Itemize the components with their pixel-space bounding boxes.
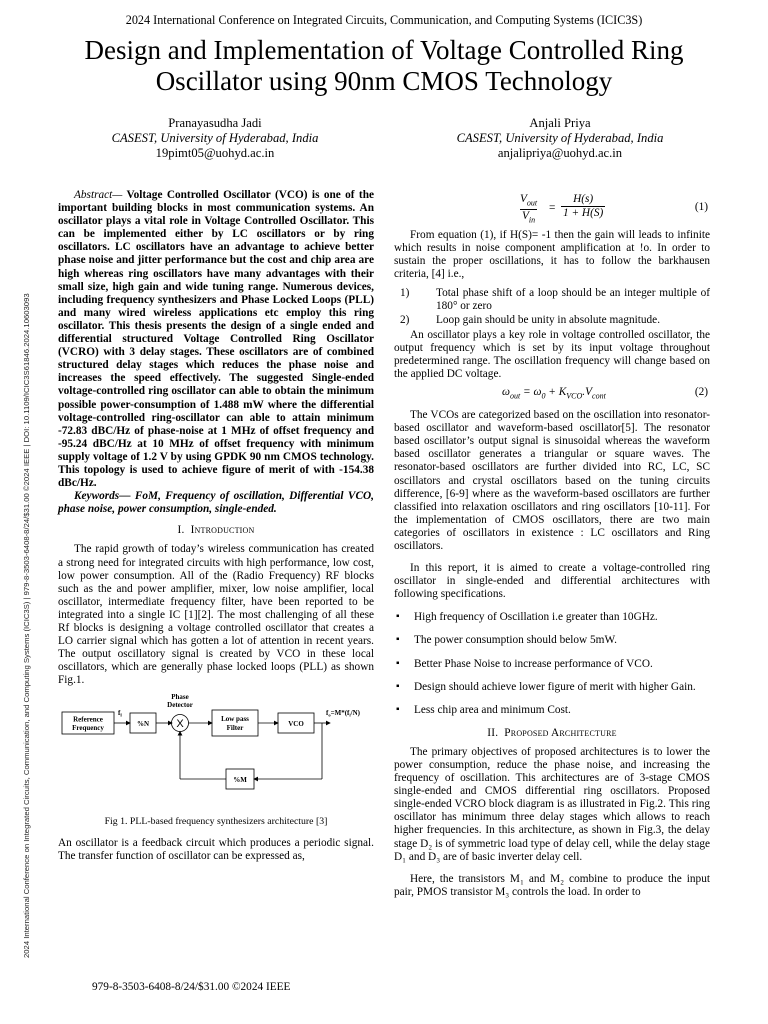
output-label xyxy=(326,709,361,718)
divide-m-label: %M xyxy=(233,776,247,785)
list-item xyxy=(394,681,710,694)
eq2-eq: = ω xyxy=(520,386,542,399)
list-item-number: 2) xyxy=(400,313,410,326)
phase-label-line1: Phase xyxy=(171,693,189,702)
list-item xyxy=(394,658,710,671)
divide-n-label: %N xyxy=(136,720,150,729)
eq1-lhs-fraction xyxy=(518,193,539,227)
eq1-rhs-bottom: 1 + H(S) xyxy=(563,207,604,220)
eq2-w0-sub: 0 xyxy=(541,391,546,401)
list-item-number: 1) xyxy=(400,287,410,300)
figure-1 xyxy=(58,693,374,813)
section-heading-introduction xyxy=(58,524,374,537)
eq2-k: + K xyxy=(545,386,567,399)
keywords: Keywords— FoM, Frequency of oscillation, Differential VCO, phase noise, power consumption, single-ended. xyxy=(58,490,374,516)
list-item-text: The power consumption should below 5mW. xyxy=(414,634,617,647)
architecture-paragraph-1: The primary objectives of proposed architectures is to lower the power consumption, reduce the phase noise, and increasing the frequency of oscillation. This architectures are of 3-stage CMOS single-ended and CMOS differential ring oscillators. Proposed single-ended VCRO block diagram is as illustrated in Fig.2. This ring oscillator has minimum three delay stages which allows to reach higher frequencies. In this architecture, as shown in Fig.3, the delay stage D₂ is of symmetric load type of delay cell, while the delay stage D₁ and D₃ are of basic inverter delay cell. xyxy=(394,745,710,863)
fi-text: f xyxy=(118,709,121,718)
pll-block-diagram xyxy=(58,693,374,811)
bullet-icon: ▪ xyxy=(396,634,400,646)
author-block-1 xyxy=(45,116,385,161)
specifications-list xyxy=(394,611,710,716)
author-block-2 xyxy=(390,116,730,161)
eq2-cont-sub: cont xyxy=(592,391,606,401)
author-affiliation: CASEST, University of Hyderabad, India xyxy=(111,131,319,145)
fi-label xyxy=(118,709,122,719)
phase-label-line2: Detector xyxy=(167,701,193,710)
eq2-out-sub: out xyxy=(509,391,521,401)
right-paragraph-3: The VCOs are categorized based on the oscillation into resonator-based oscillator and waveform-based oscillator[5]. The resonator based oscillator’s output signal is sinusoidal whereas the waveform based oscillator generates a triangular or square waves. The resonator-based oscillators are further divided into RC, LC, SC oscillators and crystal oscillators based on the tuning circuits difference, [6-9] where as the waveform-based oscillators are further classified into relaxation oscillators and ring oscillators [10-11]. For the implementation of CMOS oscillators, there are two main categories of oscillators in existence : LC oscillators and Ring oscillators. xyxy=(394,409,710,552)
reference-label-line1: Reference xyxy=(73,715,103,724)
eq2-omega: ω xyxy=(502,386,510,399)
right-paragraph-2: An oscillator plays a key role in voltage controlled oscillator, the output frequency which is set by its input voltage throughout predetermined range. The oscillation frequency will change based on the applied DC voltage. xyxy=(394,328,710,380)
right-column xyxy=(394,189,710,899)
eq2-v: .V xyxy=(582,386,593,399)
eq1-number: (1) xyxy=(694,201,708,213)
architecture-paragraph-2: Here, the transistors M₁ and M₂ combine to produce the input pair, PMOS transistor M₃ controls the load. In order to xyxy=(394,872,710,898)
output-f: f xyxy=(326,709,329,718)
filter-label-line2: Filter xyxy=(226,724,244,733)
abstract-lead: Abstract— xyxy=(74,189,123,201)
figure-1-caption: Fig 1. PLL-based frequency synthesizers architecture [3] xyxy=(104,816,328,828)
eq1-rhs-top: H(s) xyxy=(573,193,594,205)
bullet-icon: ▪ xyxy=(396,680,400,692)
section-number: II. xyxy=(487,726,499,739)
mixer-symbol: X xyxy=(176,718,184,731)
abstract xyxy=(58,189,374,490)
list-item xyxy=(394,611,710,624)
section-heading-proposed-architecture xyxy=(394,727,710,740)
reference-label-line2: Frequency xyxy=(72,724,104,733)
author-email: anjalipriya@uohyd.ac.in xyxy=(497,146,623,160)
output-end: /N) xyxy=(350,709,360,718)
doi-sidebar xyxy=(16,188,31,958)
bullet-icon: ▪ xyxy=(396,611,400,623)
eq1-vin-sub: in xyxy=(528,215,536,225)
bullet-icon: ▪ xyxy=(396,703,400,715)
fi-subscript: i xyxy=(120,713,122,719)
list-item-text: High frequency of Oscillation i.e greater than 10GHz. xyxy=(414,611,658,624)
list-item-text: Loop gain should be unity in absolute magnitude. xyxy=(436,313,661,326)
equation-1 xyxy=(394,191,710,225)
abstract-text: Voltage Controlled Oscillator (VCO) is one of the important building blocks in most communication systems. An oscillator plays a vital role in Voltage Controlled Oscillator. This can be implemented either by LC oscillators or by ring oscillators. LC oscillators have an advantage to achieve better phase noise and jitter performance but the cost and chip area are high whereas ring oscillators have many advantages with their small size, high gain and wide tuning range. Numerous devices, including frequency synthesizers and Phase Locked Loops (PLL) and many wired wireless applications etc employ this ring oscillator. This thesis presents the design of a single ended and differential structured Voltage Controlled Ring Oscillator (VCRO) with 3 delay stages. These oscillators are of combined structured delay stages which reduces the phase noise and increases the speed effectively. The suggested Single-ended voltage-controlled ring oscillator can able to obtain the minimum possible power-consumption of 1.488 mW where the differential voltage-controlled ring-oscillator can able to attain minimum -72.83 dBC/Hz of phase-noise at 1 MHz of offset frequency and -95.24 dBC/Hz at 10 MHz of offset frequency with minimum supply voltage of 1.2 V by using GPDK 90 nm CMOS technology. This topology is used to achieve figure of merit of with -154.38 dBc/Hz. xyxy=(58,189,374,490)
list-item-text: Total phase shift of a loop should be an integer multiple of 180° or zero xyxy=(436,287,710,313)
author-name: Anjali Priya xyxy=(529,116,591,130)
list-item xyxy=(394,287,710,313)
list-item-text: Design should achieve lower figure of merit with higher Gain. xyxy=(414,680,696,693)
list-item xyxy=(394,314,710,327)
author-affiliation: CASEST, University of Hyderabad, India xyxy=(456,131,664,145)
equation-2 xyxy=(394,385,710,403)
list-item xyxy=(394,704,710,717)
section-number: I. xyxy=(177,524,185,537)
eq2-expression xyxy=(502,386,606,402)
eq1-equals: = xyxy=(549,202,556,214)
right-paragraph-4: In this report, it is aimed to create a voltage-controlled ring oscillator in single-ended and differential architectures with following specifications. xyxy=(394,562,710,601)
intro-paragraph-1: The rapid growth of today’s wireless communication has created a strong need for integrated circuits with high performance, low cost, low power consumption. All of the (Radio Frequency) RF blocks such as the and power amplifier, mixer, low noise amplifier, local oscillator, intermediate frequency filter, have been reported to be integrated into a single IC [1][2]. The most challenging of all these Rf blocks is designing a voltage controlled oscillator that creates a LO carrier signal which has gotten a lot of attention in recent years. The output oscillatory signal is created by VCO in these local oscillators, which are generally phase locked loops (PLL) as shown Fig.1. xyxy=(58,543,374,687)
right-paragraph-1: From equation (1), if H(S)= -1 then the gain will leads to infinite which results in noise component amplification at !o. In order to sustain the proper oscillations, it has to follow the barkhausen criteria, [4] i.e., xyxy=(394,229,710,281)
eq1-vout-sub: out xyxy=(526,198,538,208)
author-name: Pranayasudha Jadi xyxy=(168,116,262,130)
list-item xyxy=(394,634,710,647)
bullet-icon: ▪ xyxy=(396,657,400,669)
list-item-text: Less chip area and minimum Cost. xyxy=(414,703,571,716)
intro-paragraph-2: An oscillator is a feedback circuit which produces a periodic signal. The transfer function of oscillator can be expressed as, xyxy=(58,836,374,862)
eq2-vco-sub: VCO xyxy=(566,391,583,401)
left-column xyxy=(58,189,374,863)
eq1-vin: V xyxy=(522,210,529,223)
paper-title: Design and Implementation of Voltage Controlled Ring Oscillator using 90nm CMOS Technology xyxy=(84,35,684,96)
doi-sidebar-text: 2024 International Conference on Integrated Circuits, Communication, and Computing Systems (ICIC3S) | 979-8-3503-6408-8/24/$31.00 ©2024 IEEE | DOI: 10.1109/ICIC3S61846.2024.10603093 xyxy=(22,293,31,958)
filter-label-line1: Low pass xyxy=(221,715,249,724)
author-email: 19pimt05@uohyd.ac.in xyxy=(155,146,275,160)
page-footer: 979-8-3503-6408-8/24/$31.00 ©2024 IEEE xyxy=(92,981,291,993)
output-rest: =M*(f xyxy=(330,709,350,718)
output-sub: o xyxy=(328,712,331,718)
section-title: Introduction xyxy=(190,524,255,537)
list-item-text: Better Phase Noise to increase performance of VCO. xyxy=(414,657,653,670)
low-pass-filter-block xyxy=(212,710,258,736)
conference-header: 2024 International Conference on Integrated Circuits, Communication, and Computing Systems (ICIC3S) xyxy=(125,13,643,27)
barkhausen-criteria-list xyxy=(394,287,710,326)
eq2-number: (2) xyxy=(694,386,708,399)
eq1-vout: V xyxy=(520,193,527,205)
vco-label: VCO xyxy=(288,720,304,729)
section-title: Proposed Architecture xyxy=(504,726,617,739)
output-sub2: i xyxy=(349,712,351,718)
eq1-rhs-fraction xyxy=(561,193,605,220)
